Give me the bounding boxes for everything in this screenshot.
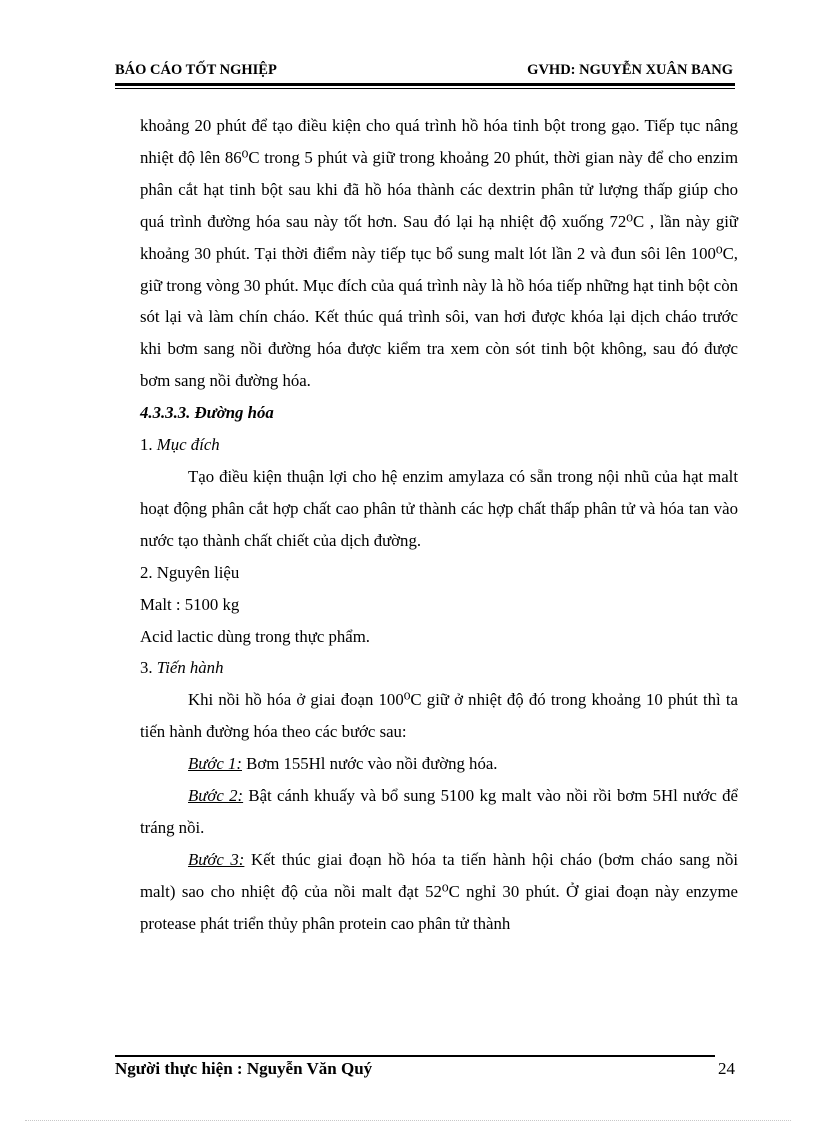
list-label: Tiến hành (156, 658, 224, 678)
page-content (140, 110, 738, 940)
header-rule-thin (115, 88, 735, 89)
page-edge-divider (25, 1120, 791, 1121)
step-text: Bật cánh khuấy và bổ sung 5100 kg malt vào nồi rồi bơm 5Hl nước để tráng nồi. (140, 786, 739, 837)
list-item-materials: 2. Nguyên liệu (140, 562, 240, 582)
report-title: BÁO CÁO TỐT NGHIỆP (115, 62, 277, 78)
paragraph-purpose: Tạo điều kiện thuận lợi cho hệ enzim amylaza có sẵn trong nội nhũ của hạt malt hoạt động phân cắt hợp chất cao phân tử thành các hợp chất thấp phân tử và hóa tan vào nước tạo thành chất chiết của dịch đường. (140, 466, 738, 550)
header-rule-thick (115, 83, 735, 86)
step-text: Kết thúc giai đoạn hồ hóa ta tiến hành hội cháo (bơm cháo sang nồi malt) sao cho nhiệt độ của nồi malt đạt 52⁰C nghỉ 30 phút. Ở giai đoạn này enzyme protease phát triển thủy phân protein cao phân tử thành (140, 849, 739, 933)
step-label: Bước 3: (188, 849, 245, 869)
supervisor-name: GVHD: NGUYỄN XUÂN BANG (527, 62, 733, 78)
author-name: Người thực hiện : Nguyễn Văn Quý (115, 1059, 373, 1078)
list-number: 3. (140, 658, 153, 678)
list-number: 1. (140, 435, 153, 455)
step-1 (140, 748, 738, 780)
list-item-purpose (140, 429, 738, 461)
step-label: Bước 2: (188, 786, 244, 806)
paragraph-mashing: khoảng 20 phút để tạo điều kiện cho quá trình hồ hóa tinh bột trong gạo. Tiếp tục nâng nhiệt độ lên 86⁰C trong 5 phút và giữ trong khoảng 20 phút, thời gian này để cho enzim phân cắt hạt tinh bột sau khi đã hồ hóa thành các dextrin phân tử lượng thấp giúp cho quá trình đường hóa sau này tốt hơn. Sau đó lại hạ nhiệt độ xuống 72⁰C , lần này giữ khoảng 30 phút. Tại thời điểm này tiếp tục bổ sung malt lót lần 2 và đun sôi lên 100⁰C, giữ trong vòng 30 phút. Mục đích của quá trình này là hồ hóa tiếp những hạt tinh bột còn sót lại và làm chín cháo. Kết thúc quá trình sôi, van hơi được khóa lại dịch cháo trước khi bơm sang nồi đường hóa được kiểm tra xem còn sót tinh bột không, sau đó được bơm sang nồi đường hóa. (140, 116, 738, 391)
step-2 (140, 780, 738, 844)
step-label: Bước 1: (188, 754, 242, 774)
page-number: 24 (718, 1059, 735, 1078)
step-3 (140, 844, 738, 940)
footer-rule (115, 1055, 715, 1057)
material-malt: Malt : 5100 kg (140, 594, 240, 614)
material-acid: Acid lactic dùng trong thực phẩm. (140, 626, 370, 646)
step-text: Bơm 155Hl nước vào nồi đường hóa. (241, 754, 498, 774)
paragraph-procedure-intro: Khi nồi hồ hóa ở giai đoạn 100⁰C giữ ở nhiệt độ đó trong khoảng 10 phút thì ta tiến hành đường hóa theo các bước sau: (140, 690, 738, 742)
section-heading: 4.3.3.3. Đường hóa (140, 403, 274, 423)
list-item-procedure (140, 652, 738, 684)
list-label: Mục đích (156, 435, 220, 455)
